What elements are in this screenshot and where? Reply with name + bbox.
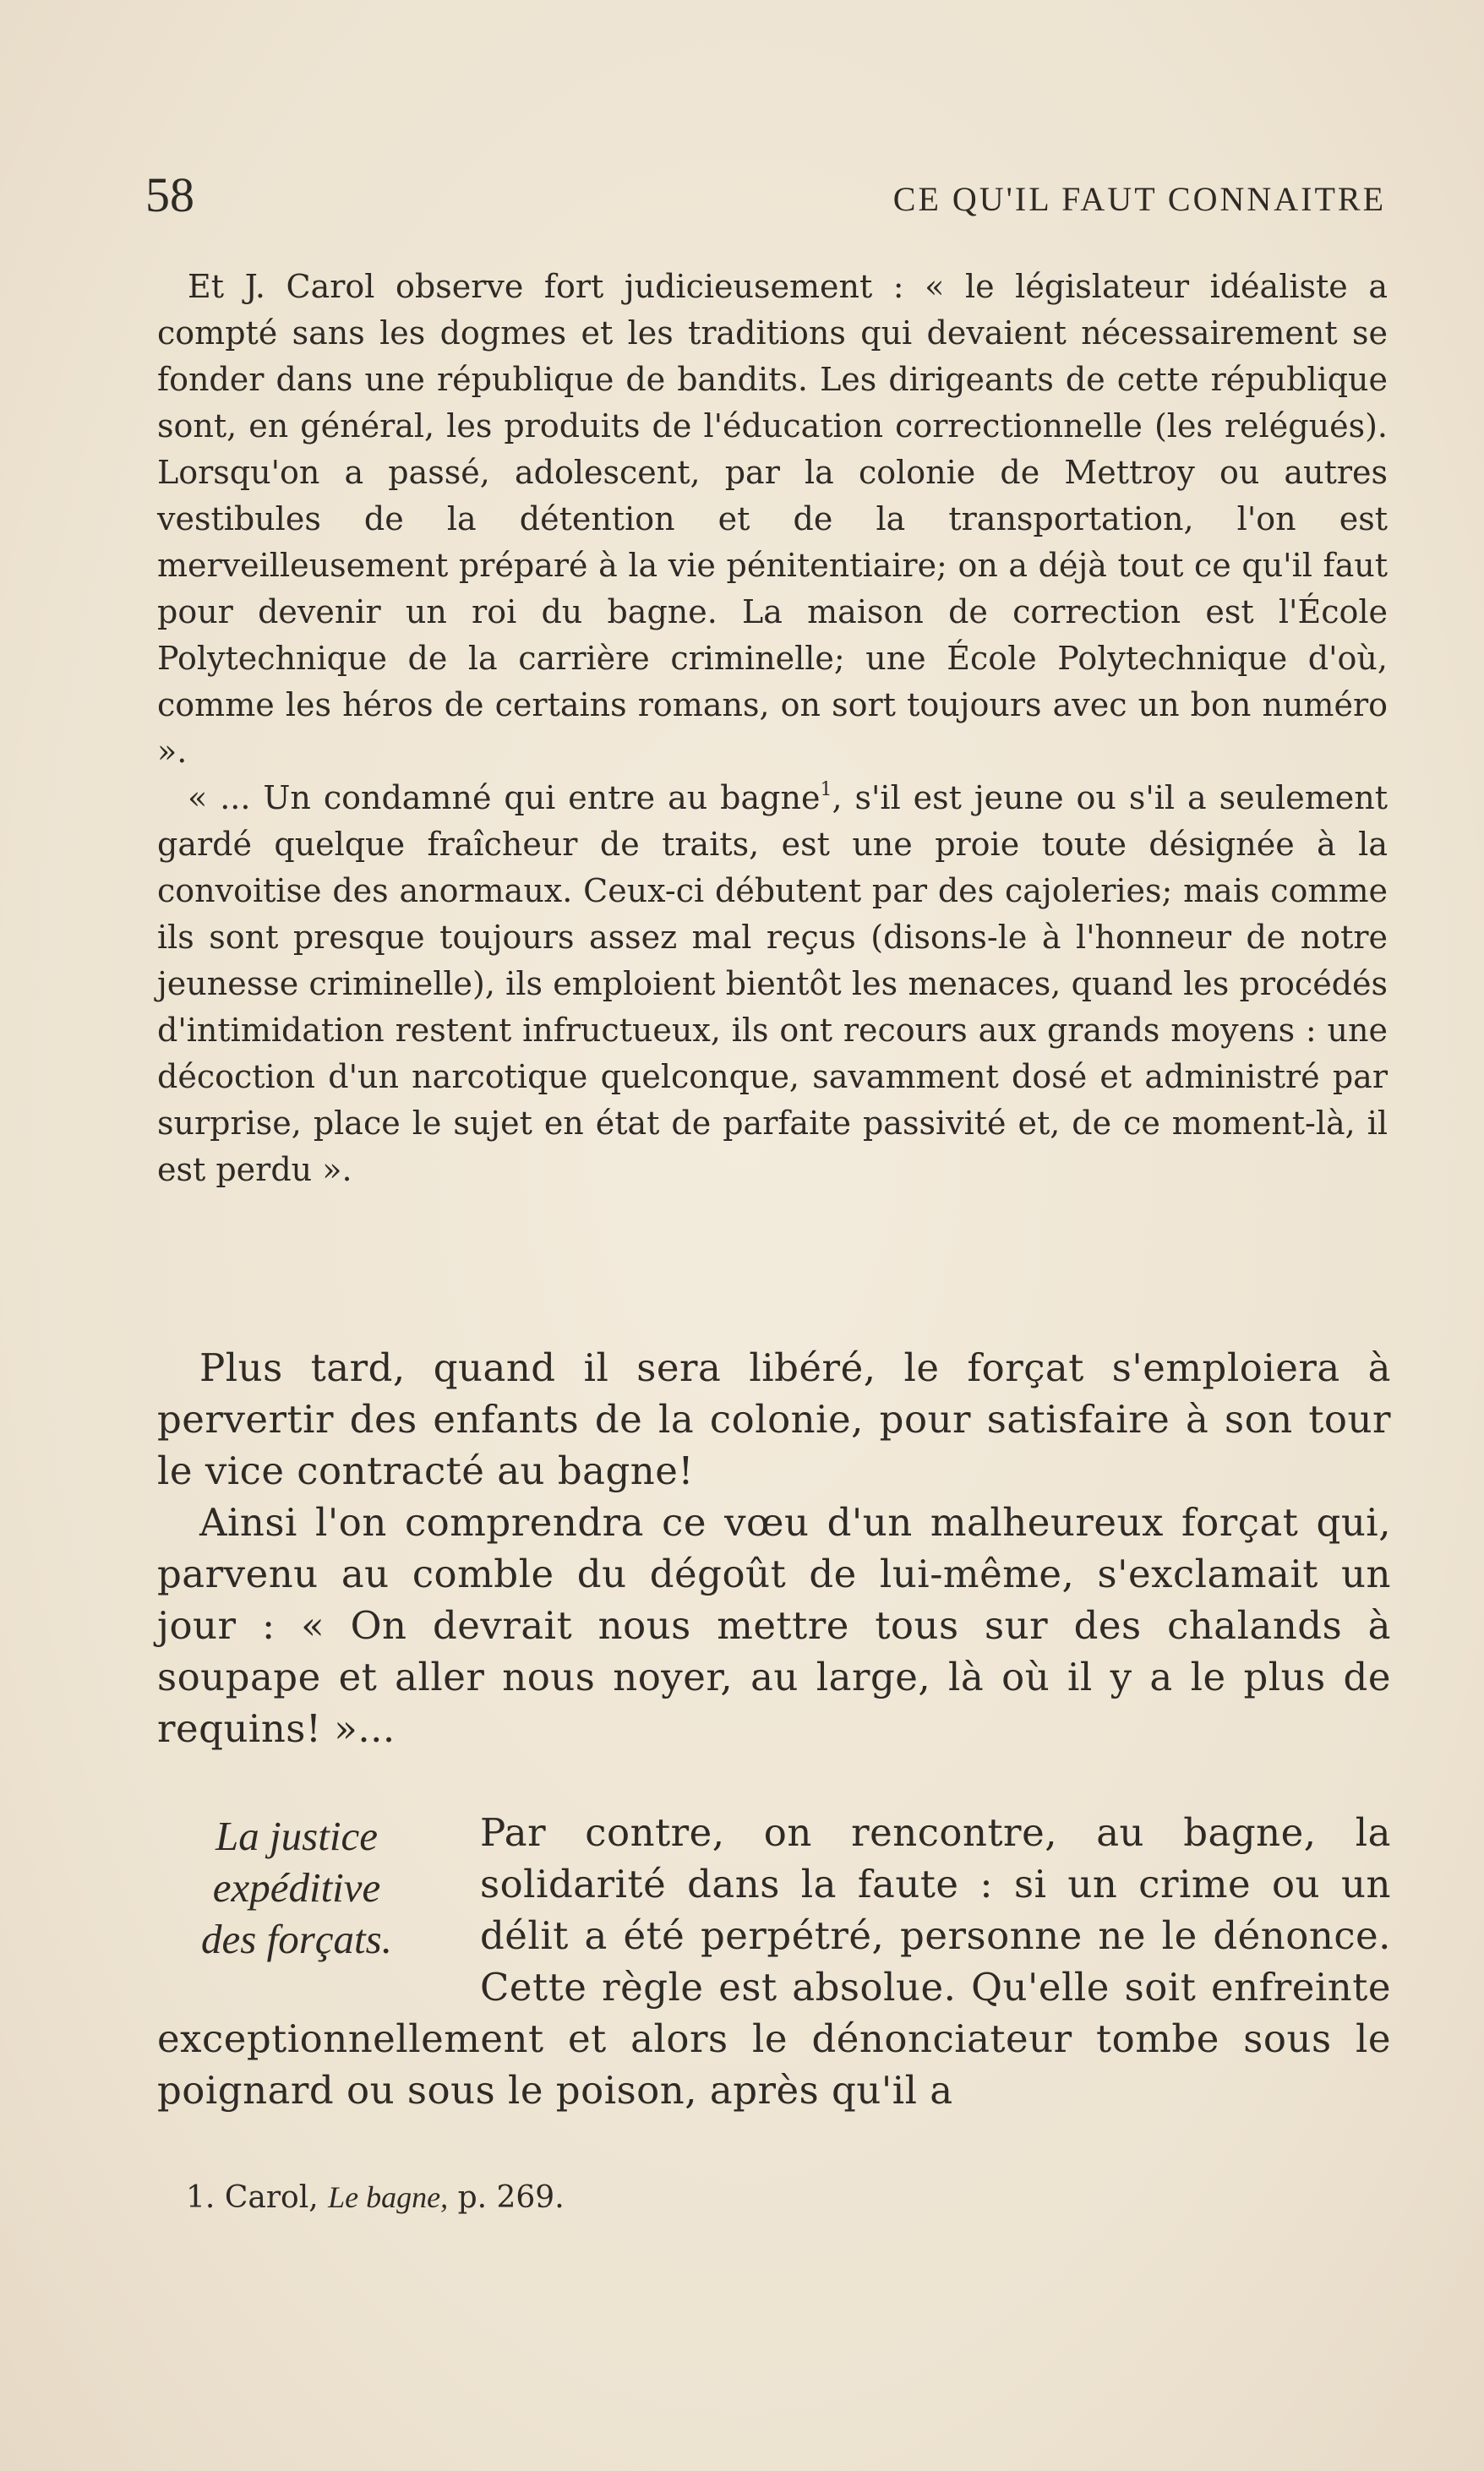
main-paragraph-2: Ainsi l'on comprendra ce vœu d'un malheureux forçat qui, parvenu au comble du dégoût de lui-même, s'exclamait un jour : « On devrait nous mettre tous sur des chalands à soupape et aller nous noyer, au large, là où il y a le plus de requins! »... [157, 1500, 1391, 1751]
page-header [145, 166, 1386, 225]
footnote-title: Le bagne, [328, 2180, 449, 2214]
justice-section [157, 1807, 1391, 2116]
footnote-author: Carol, [224, 2180, 319, 2215]
quote-paragraph-2-start: « ... Un condamné qui entre au bagne [188, 779, 821, 816]
running-head: CE QU'IL FAUT CONNAITRE [892, 180, 1386, 218]
quote-paragraph-2 [157, 775, 1388, 1193]
justice-paragraph: Par contre, on rencontre, au bagne, la solidarité dans la faute : si un crime ou un délit a été perpétré, personne ne le dénonce. Cette règle est absolue. Qu'elle soit enfreinte exceptionnellement et alors le dénonciateur tombe sous le poignard ou sous le poison, après qu'il a [157, 1810, 1391, 2113]
margin-note [157, 1807, 436, 1965]
margin-note-line-2: expéditive [212, 1864, 381, 1911]
margin-note-line-3: des forçats. [201, 1916, 392, 1962]
footnote-page: p. 269. [457, 2180, 565, 2215]
margin-note-line-1: La justice [216, 1813, 378, 1859]
quote-paragraph-2-end: , s'il est jeune ou s'il a seulement gardé quelque fraîcheur de traits, est une proie toute désignée à la convoitise des anormaux. Ceux-ci débutent par des cajoleries; mais comme ils sont presque toujours assez mal reçus (disons-le à l'honneur de notre jeunesse criminelle), ils emploient bientôt les menaces, quand les procédés d'intimidation restent infructueux, ils ont recours aux grands moyens : une décoction d'un narcotique quelconque, savamment dosé et administré par surprise, place le sujet en état de parfaite passivité et, de ce moment-là, il est perdu ». [157, 779, 1388, 1188]
page-number: 58 [145, 167, 194, 222]
footnote-reference: 1 [820, 779, 832, 800]
footnote [186, 2176, 565, 2219]
quote-block [157, 264, 1388, 1193]
main-paragraph-1: Plus tard, quand il sera libéré, le forçat s'emploiera à pervertir des enfants de la colonie, pour satisfaire à son tour le vice contracté au bagne! [157, 1345, 1391, 1493]
footnote-number: 1. [186, 2180, 216, 2215]
main-text-block [157, 1342, 1391, 1754]
quote-paragraph-1: Et J. Carol observe fort judicieusement : « le législateur idéaliste a compté sans les dogmes et les traditions qui devaient nécessairement se fonder dans une république de bandits. Les dirigeants de cette république sont, en général, les produits de l'éducation correctionnelle (les relégués). Lorsqu'on a passé, adolescent, par la colonie de Mettroy ou autres vestibules de la détention et de la transportation, l'on est merveilleusement préparé à la vie pénitentiaire; on a déjà tout ce qu'il faut pour devenir un roi du bagne. La maison de correction est l'École Polytechnique de la carrière criminelle; une École Polytechnique d'où, comme les héros de certains romans, on sort toujours avec un bon numéro ». [157, 268, 1388, 770]
